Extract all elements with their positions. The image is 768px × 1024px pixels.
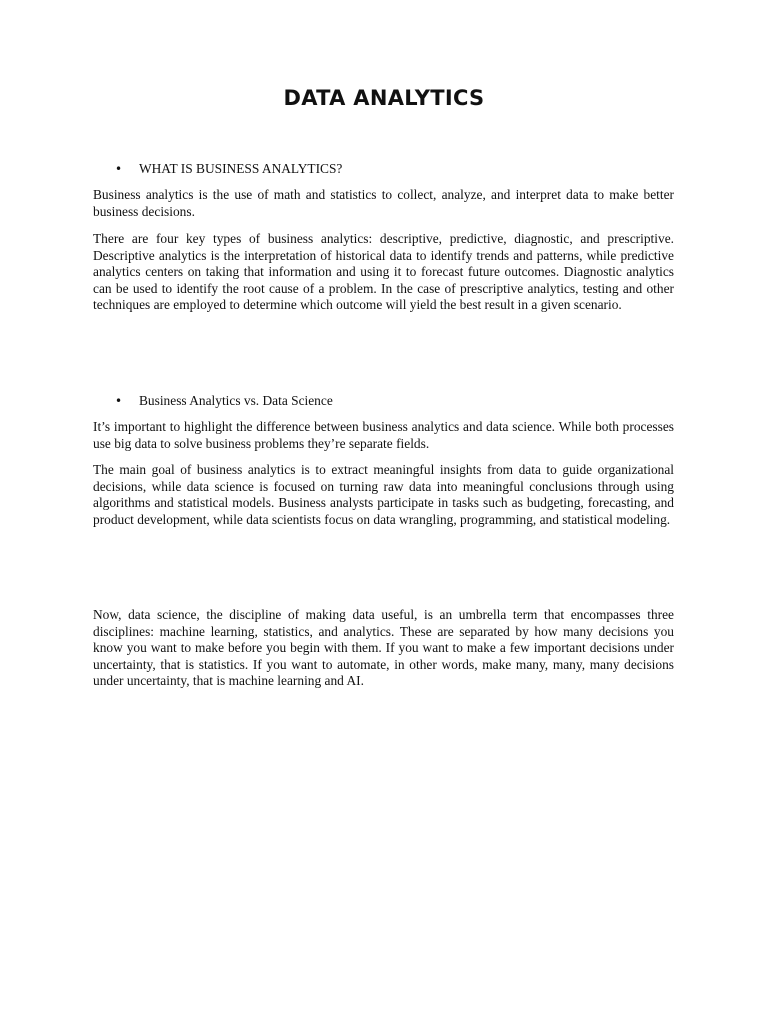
paragraph-text: There are four key types of business analytics: descriptive, predictive, diagnostic, and prescriptive. Descriptive analytics is the interpretation of historical data to identify trends and patterns, while predictive analytics centers on taking that information and using it to forecast future outcomes. Diagnostic analytics can be used to identify the root cause of a problem. In the case of prescriptive analytics, testing and other techniques are employed to determine which outcome will yield the best result in a given scenario. xyxy=(93,231,674,313)
paragraph-text: Now, data science, the discipline of making data useful, is an umbrella term that encompasses three disciplines: machine learning, statistics, and analytics. These are separated by how many decisions you know you want to make before you begin with them. If you want to make a few important decisions under uncertainty, that is statistics. If you want to automate, in other words, make many, many, many decisions under uncertainty, that is machine learning and AI. xyxy=(93,607,674,689)
paragraph xyxy=(93,462,674,528)
bullet-icon: • xyxy=(115,162,123,176)
paragraph-text: It’s important to highlight the difference between business analytics and data science. While both processes use big data to solve business problems they’re separate fields. xyxy=(93,419,674,451)
paragraph xyxy=(93,419,674,452)
paragraph xyxy=(93,231,674,314)
document-title: DATA ANALYTICS xyxy=(283,86,485,110)
section-heading: Business Analytics vs. Data Science xyxy=(139,393,333,408)
section-heading: WHAT IS BUSINESS ANALYTICS? xyxy=(139,161,343,176)
bullet-icon: • xyxy=(115,394,123,408)
paragraph xyxy=(93,607,674,690)
paragraph-text: The main goal of business analytics is to extract meaningful insights from data to guide organizational decisions, while data science is focused on turning raw data into meaningful conclusions through using algorithms and statistical models. Business analysts participate in tasks such as budgeting, forecasting, and product development, while data scientists focus on data wrangling, programming, and statistical modeling. xyxy=(93,462,674,527)
paragraph xyxy=(93,187,674,220)
paragraph-text: Business analytics is the use of math and statistics to collect, analyze, and interpret data to make better business decisions. xyxy=(93,187,674,219)
